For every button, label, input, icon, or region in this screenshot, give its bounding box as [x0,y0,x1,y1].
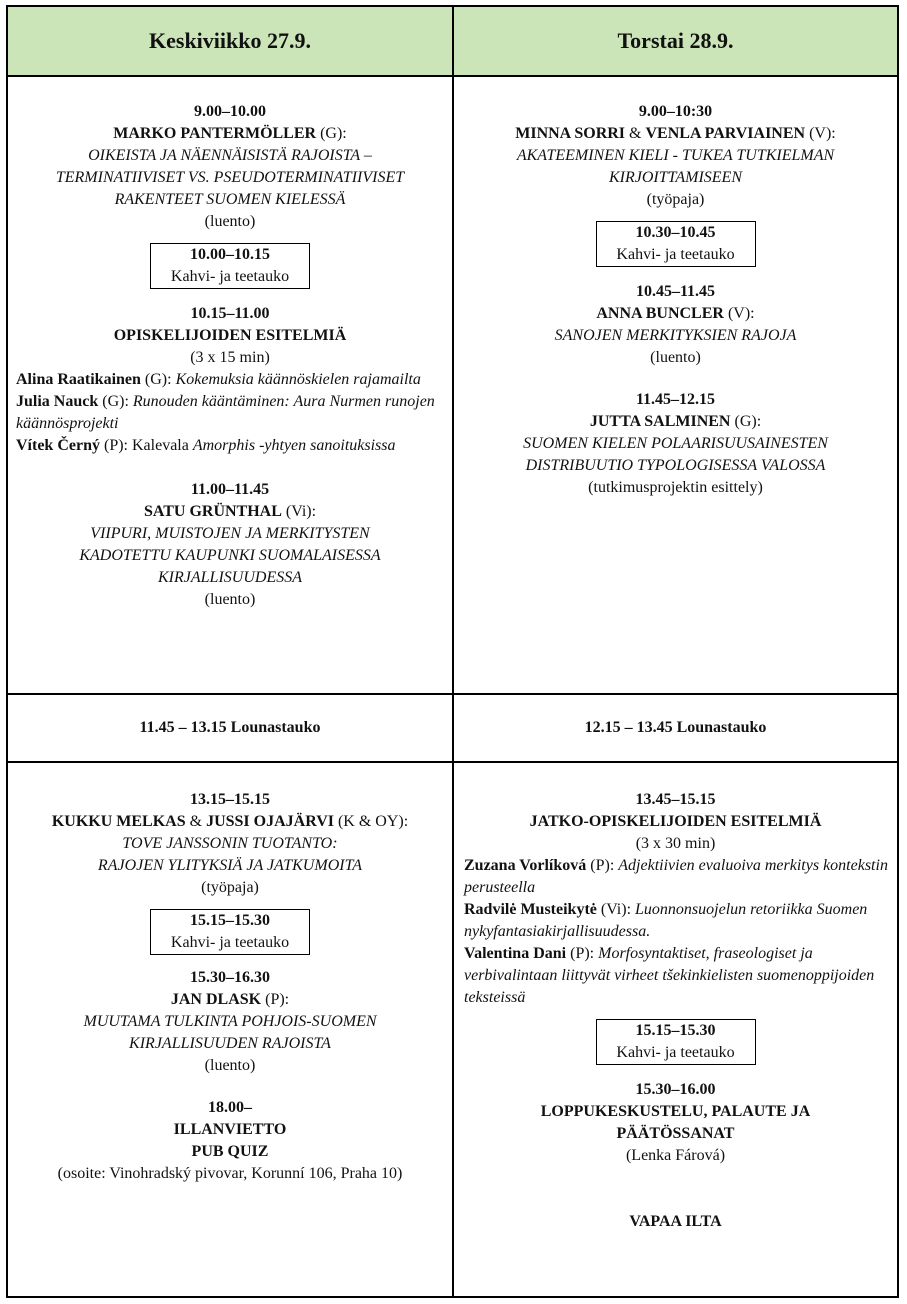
break-time: 15.15–15.30 [635,1022,716,1039]
student-talk [454,899,897,943]
wed-lunch [8,695,452,761]
session-title: KIRJALLISUUDESSA [158,569,302,586]
break-label: Kahvi- ja teetauko [170,934,290,951]
schedule-table [6,5,899,1298]
break-box [596,1019,756,1065]
student-tag: (G): [140,371,176,388]
speaker-tag: (G): [730,413,762,430]
speaker-name: VENLA PARVIAINEN [645,125,806,142]
session-subtitle: (3 x 15 min) [190,349,270,366]
talk-title: Morfosyntaktiset, fraseologiset ja verbivalintaan liittyvät virheet tšekinkielisten suomenoppijoiden teksteissä [464,945,875,1006]
thu-morning-cell [454,101,897,499]
thu-coffee-break-2 [454,1019,897,1065]
speaker-tag: (V): [805,125,836,142]
session-host: (Lenka Fárová) [625,1147,726,1164]
break-box [150,243,310,289]
session-time: 15.30–16.00 [635,1081,716,1098]
student-talk [8,391,452,435]
session-title: SUOMEN KIELEN POLAARISUUSAINESTEN [523,435,828,452]
session-title: OIKEISTA JA NÄENNÄISISTÄ RAJOISTA – [88,147,372,164]
speaker-tag: (Vi): [281,503,317,520]
speaker-tag: (G): [316,125,347,142]
session-time: 13.45–15.15 [635,791,716,808]
wed-session-4 [8,789,452,899]
venue-address: (osoite: Vinohradský pivovar, Korunní 106, Praha 10) [57,1165,403,1182]
student-tag: (G): [98,393,133,410]
student-tag: (P): [566,945,599,962]
free-evening: VAPAA ILTA [629,1213,722,1230]
talk-title: Kokemuksia käännöskielen rajamailta [175,371,421,388]
break-time: 10.30–10.45 [635,224,716,241]
speaker-name: KUKKU MELKAS [51,813,186,830]
session-time: 10.15–11.00 [190,305,270,322]
session-title: TOVE JANSSONIN TUOTANTO: [122,835,338,852]
wed-afternoon-cell [8,789,452,1185]
talk-title: Runouden kääntäminen: Aura Nurmen runojen käännösprojekti [16,393,435,432]
speaker-separator: & [625,125,646,142]
header-thursday [454,7,897,75]
header-wednesday [8,7,452,75]
wed-session-3 [8,479,452,611]
session-time: 10.45–11.45 [635,283,716,300]
student-talk [8,435,452,457]
student-talk [454,943,897,1009]
wed-coffee-break-2 [8,909,452,955]
session-type: (työpaja) [201,879,259,896]
session-title: VIIPURI, MUISTOJEN JA MERKITYSTEN [90,525,370,542]
session-title: RAKENTEET SUOMEN KIELESSÄ [114,191,346,208]
break-time: 10.00–10.15 [190,246,270,263]
thu-session-5 [454,1079,897,1167]
session-title: AKATEEMINEN KIELI - TUKEA TUTKIELMAN [516,147,835,164]
speaker-name: MARKO PANTERMÖLLER [113,125,317,142]
header-thursday-label: Torstai 28.9. [617,28,734,53]
speaker-separator: & [185,813,207,830]
break-label: Kahvi- ja teetauko [616,1044,735,1061]
session-type: (tutkimusprojektin esittely) [588,479,763,496]
thu-afternoon-cell [454,789,897,1233]
wed-evening [8,1097,452,1185]
break-label: Kahvi- ja teetauko [170,268,290,285]
session-title: TERMINATIIVISET VS. PSEUDOTERMINATIIVISET [55,169,405,186]
student-tag: (Vi): [596,901,636,918]
speaker-tag: (P): [261,991,290,1008]
lunch-label: 11.45 – 13.15 Lounastauko [139,719,321,736]
break-box [150,909,310,955]
thu-session-2 [454,281,897,369]
talk-title: Luonnonsuojelun retoriikka Suomen nykyfantasiakirjallisuudessa. [464,901,868,940]
student-name: Radvilė Musteikytė [464,901,597,918]
session-title: JATKO-OPISKELIJOIDEN ESITELMIÄ [529,813,822,830]
session-title: KADOTETTU KAUPUNKI SUOMALAISESSA [79,547,381,564]
thu-session-1 [454,101,897,211]
session-time: 11.00–11.45 [190,481,270,498]
session-title: RAJOJEN YLITYKSIÄ JA JATKUMOITA [97,857,363,874]
session-type: (luento) [650,349,701,366]
student-name: Vítek Černý [16,437,100,454]
student-name: Valentina Dani [464,945,567,962]
break-time: 15.15–15.30 [190,912,270,929]
header-wednesday-label: Keskiviikko 27.9. [149,28,311,53]
session-type: (työpaja) [646,191,705,208]
session-time: 15.30–16.30 [190,969,270,986]
session-title: SANOJEN MERKITYKSIEN RAJOJA [554,327,797,344]
session-time: 9.00–10:30 [638,103,713,120]
student-tag: (P): [586,857,619,874]
session-subtitle: (3 x 30 min) [635,835,716,852]
session-time: 9.00–10.00 [194,103,266,120]
session-title: OPISKELIJOIDEN ESITELMIÄ [113,327,347,344]
session-title: LOPPUKESKUSTELU, PALAUTE JA [540,1103,811,1120]
session-title: KIRJOITTAMISEEN [608,169,742,186]
thu-session-4 [454,789,897,1009]
break-box [596,221,756,267]
speaker-name: JAN DLASK [170,991,262,1008]
wed-session-5 [8,967,452,1077]
thu-lunch [454,695,897,761]
session-type: (luento) [204,1057,256,1074]
session-type: (luento) [204,213,256,230]
break-label: Kahvi- ja teetauko [616,246,735,263]
session-time: 18.00– [208,1099,252,1116]
session-title: MUUTAMA TULKINTA POHJOIS-SUOMEN [83,1013,377,1030]
row-divider [8,761,897,763]
session-title: DISTRIBUUTIO TYPOLOGISESSA VALOSSA [525,457,826,474]
speaker-name: JUSSI OJAJÄRVI [206,813,334,830]
student-talk [454,855,897,899]
speaker-name: SATU GRÜNTHAL [143,503,282,520]
speaker-tag: (K & OY): [333,813,409,830]
thu-coffee-break-1 [454,221,897,267]
wed-session-1 [8,101,452,233]
student-name: Zuzana Vorlíková [464,857,587,874]
wed-session-2 [8,303,452,457]
speaker-name: ANNA BUNCLER [596,305,724,322]
student-tag: (P): Kalevala [99,437,193,454]
talk-title: Amorphis -yhtyen sanoituksissa [192,437,396,454]
student-name: Julia Nauck [16,393,99,410]
student-name: Alina Raatikainen [16,371,141,388]
wed-morning-cell [8,101,452,611]
lunch-label: 12.15 – 13.45 Lounastauko [584,719,767,736]
talk-title: Adjektiivien evaluoiva merkitys kontekstin perusteella [464,857,888,896]
session-time: 11.45–12.15 [635,391,716,408]
session-type: (luento) [204,591,256,608]
row-divider [8,75,897,77]
wed-coffee-break-1 [8,243,452,289]
session-title: ILLANVIETTO [173,1121,287,1138]
speaker-name: MINNA SORRI [515,125,626,142]
session-title: KIRJALLISUUDEN RAJOISTA [129,1035,331,1052]
thu-session-3 [454,389,897,499]
session-title: PUB QUIZ [191,1143,269,1160]
session-time: 13.15–15.15 [190,791,270,808]
student-talk [8,369,452,391]
speaker-name: JUTTA SALMINEN [589,413,731,430]
session-title: PÄÄTÖSSANAT [616,1125,735,1142]
speaker-tag: (V): [723,305,755,322]
